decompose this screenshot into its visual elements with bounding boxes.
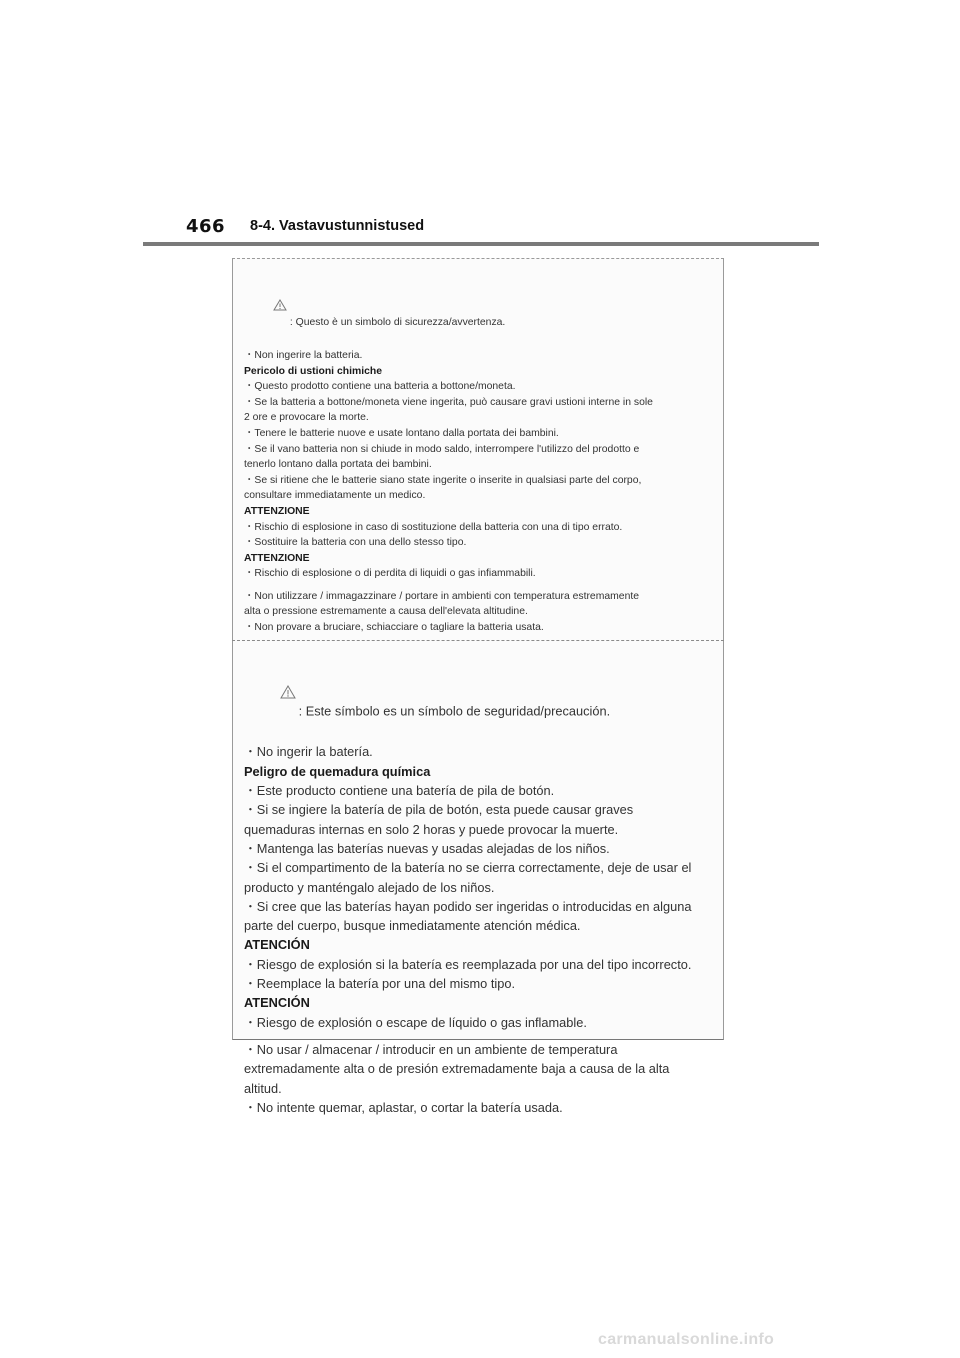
- text-line: : Este símbolo es un símbolo de seguridad/precaución.: [298, 703, 611, 719]
- text-line: ・No usar / almacenar / introducir en un ambiente de temperatura: [244, 1041, 618, 1057]
- heading: ATTENZIONE: [244, 552, 310, 564]
- text-line: ・Si cree que las baterías hayan podido ser ingeridas o introducidas en alguna: [244, 898, 692, 914]
- section-title: 8-4. Vastavustunnistused: [250, 218, 425, 234]
- heading: Peligro de quemadura química: [244, 763, 431, 779]
- heading: ATTENZIONE: [244, 505, 310, 517]
- text-line: ・Non ingerire la batteria.: [244, 349, 363, 361]
- italian-warning-section: [244, 268, 714, 636]
- text-line: 2 ore e provocare la morte.: [244, 412, 369, 424]
- spanish-warning-section: [244, 646, 714, 1117]
- text-line: ・Este producto contiene una batería de pila de botón.: [244, 783, 555, 799]
- text-line: ・Reemplace la batería por una del mismo tipo.: [244, 976, 516, 992]
- text-line: ・Mantenga las baterías nuevas y usadas alejadas de los niños.: [244, 840, 610, 856]
- text-line: ・Non utilizzare / immagazzinare / portare in ambienti con temperatura estremamente: [244, 590, 640, 602]
- text-line: consultare immediatamente un medico.: [244, 490, 426, 502]
- text-line: ・Riesgo de explosión si la batería es reemplazada por una del tipo incorrecto.: [244, 956, 692, 972]
- text-line: ・Rischio di esplosione in caso di sostituzione della batteria con una di tipo errato.: [244, 521, 623, 533]
- text-line: producto y manténgalo alejado de los niños.: [244, 879, 495, 895]
- text-line: ・Riesgo de explosión o escape de líquido o gas inflamable.: [244, 1014, 587, 1030]
- text-line: ・No intente quemar, aplastar, o cortar la batería usada.: [244, 1099, 563, 1115]
- page-number: 466: [186, 216, 226, 237]
- watermark: carmanualsonline.info: [598, 1331, 775, 1348]
- text-line: ・Non provare a bruciare, schiacciare o tagliare la batteria usata.: [244, 622, 544, 634]
- text-line: ・Si el compartimento de la batería no se cierra correctamente, deje de usar el: [244, 860, 692, 876]
- text-line: ・Rischio di esplosione o di perdita di liquidi o gas infiammabili.: [244, 568, 536, 580]
- warning-triangle-icon: [258, 665, 295, 723]
- text-line: quemaduras internas en solo 2 horas y puede provocar la muerte.: [244, 821, 619, 837]
- text-line: parte del cuerpo, busque inmediatamente atención médica.: [244, 918, 581, 934]
- text-line: ・Si se ingiere la batería de pila de botón, esta puede causar graves: [244, 802, 634, 818]
- text-line: ・Questo prodotto contiene una batteria a bottone/moneta.: [244, 381, 516, 393]
- text-line: : Questo è un simbolo di sicurezza/avvertenza.: [289, 316, 506, 328]
- warning-symbol-line: [244, 268, 714, 348]
- heading: ATENCIÓN: [244, 937, 310, 953]
- heading: Pericolo di ustioni chimiche: [244, 365, 382, 377]
- text-line: altitud.: [244, 1080, 282, 1096]
- label-divider: [232, 640, 724, 641]
- text-line: tenerlo lontano dalla portata dei bambini.: [244, 459, 432, 471]
- warning-symbol-line: [244, 646, 714, 742]
- text-line: ・Tenere le batterie nuove e usate lontano dalla portata dei bambini.: [244, 427, 559, 439]
- heading: ATENCIÓN: [244, 995, 310, 1011]
- text-line: ・No ingerir la batería.: [244, 744, 373, 760]
- text-line: extremadamente alta o de presión extremadamente baja a causa de la alta: [244, 1061, 670, 1077]
- warning-triangle-icon: [256, 284, 287, 333]
- header-rule: [143, 242, 819, 246]
- text-line: ・Se si ritiene che le batterie siano state ingerite o inserite in qualsiasi parte del corpo,: [244, 474, 642, 486]
- text-line: ・Se la batteria a bottone/moneta viene ingerita, può causare gravi ustioni interne in sole: [244, 396, 653, 408]
- text-line: ・Sostituire la batteria con una dello stesso tipo.: [244, 537, 467, 549]
- text-line: ・Se il vano batteria non si chiude in modo saldo, interrompere l'utilizzo del prodotto e: [244, 443, 640, 455]
- text-line: alta o pressione estremamente a causa dell'elevata altitudine.: [244, 606, 528, 618]
